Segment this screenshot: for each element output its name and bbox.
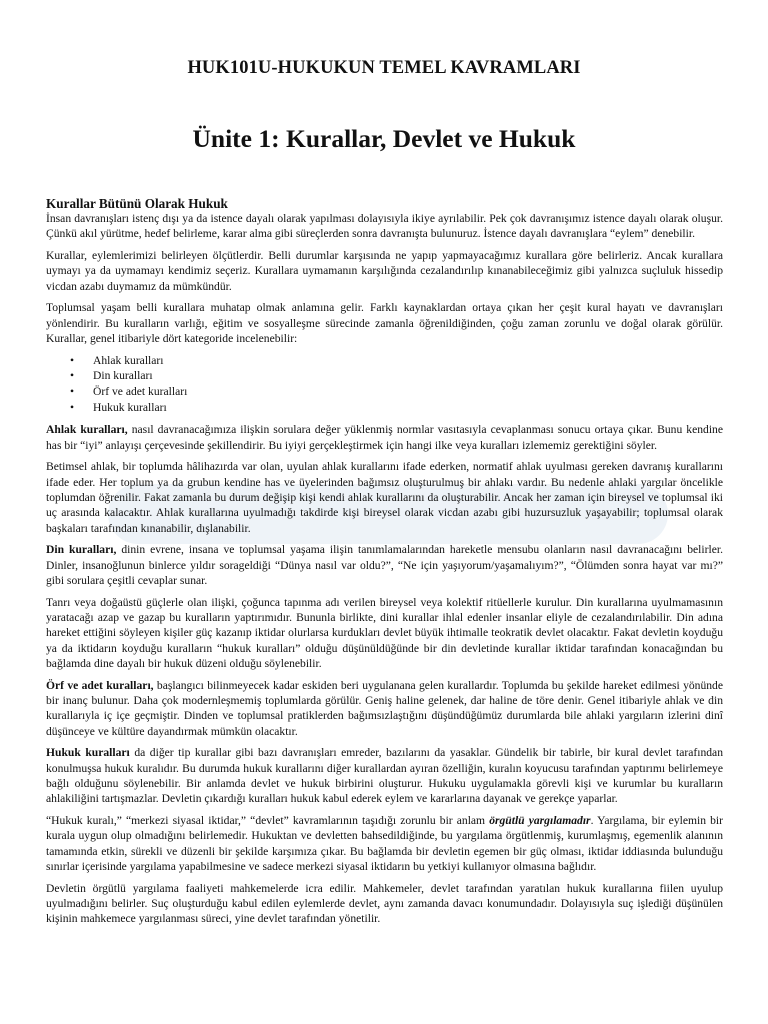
term-hukuk: Hukuk kuralları xyxy=(46,746,130,760)
section-heading: Kurallar Bütünü Olarak Hukuk xyxy=(46,196,228,211)
list-item xyxy=(46,400,723,416)
term-orf: Örf ve adet kuralları, xyxy=(46,678,154,692)
list-item xyxy=(46,368,723,384)
bullet-icon: • xyxy=(70,353,75,367)
list-item xyxy=(46,353,723,369)
term-orgutlu-yargilama: örgütlü yargılamadır xyxy=(489,814,591,828)
paragraph-ahlak: Ahlak kuralları, nasıl davranacağımıza ilişkin sorulara değer yüklenmiş normlar vasıtasıyla cevaplanması sonucu ortaya çıkar. Bunu kendine has bir “iyi” anlayışı çerçevesinde şekillendirir. Bu iyiyi gerçekleştirmek için hangi ilke veya kuralları izlememiz gerektiğini söyler. xyxy=(46,423,723,452)
paragraph-kurallar: Kurallar, eylemlerimizi belirleyen ölçütlerdir. Belli durumlar karşısında ne yapıp yapmayacağımız kurallara göre belirleriz. Ancak kurallara uymayı ya da uymamayı kendimiz seçeriz. Kurallara uymamanın karşılığında cezalandırılıp kınanabileceğimiz gibi yalnızca suçluluk hissedip vicdan azabı duymamız da mümkündür. xyxy=(46,249,723,293)
bullet-icon: • xyxy=(70,385,75,399)
unit-title: Ünite 1: Kurallar, Devlet ve Hukuk xyxy=(192,124,576,153)
paragraph-hukuk: Hukuk kuralları da diğer tip kurallar gibi bazı davranışları emreder, bazılarını da yasaklar. Gündelik bir tabirle, bir kural devlet tarafından konulmuşsa hukuk kuralıdır. Bu durumda hukuk kurallarını diğer kurallardan ayıran özelliğin, kuralın koyucusu tarafından yaptırımı belirlemeye bağlı olduğunu söylenebilir. Bir anlamda devlet ve hukuk birbirini oluşturur. Hukuku uygulamakla görevli kişi ve kurumlar bu kuralların ahlakiliğini tartışmazlar. Devletin çıkardığı kuralları hukuk kabul ederek eylem ve kararlarına dayanak ve gerekçe yaparlar. xyxy=(46,746,724,806)
term-ahlak: Ahlak kuralları, xyxy=(46,423,128,437)
category-label: Din kuralları xyxy=(93,369,153,383)
paragraph-tanri: Tanrı veya doğaüstü güçlerle olan ilişki, çoğunca tapınma adı verilen bireysel veya kolektif ritüellerle kurulur. Din kurallarına uyulmamasının yaratacağı azap ve gazap bu kuralların yaptırımıdır. Bununla birlikte, dini kurallar ihlal edenler insanlar eliyle de cezalandırılabilir. Din adına hareket ettiğini söyleyen kişiler güç kazanıp iktidar olurlarsa kurdukları devlet büyük ihtimalle teokratik devlet olacaktır. Fakat devletin koyduğu ya da iktidarın koyduğu kuralların “hukuk kuralları” olduğu düşünüldüğünde bir din devletinde kurallar iktidar tarafından konacağından bu bağlamda dine dayalı bir hukuk düzeni olduğu söylenebilir. xyxy=(46,595,723,670)
category-label: Örf ve adet kuralları xyxy=(93,385,188,399)
paragraph-din: Din kuralları, dinin evrene, insana ve toplumsal yaşama ilişin tanımlamalarından hareketle mensubu olanların nasıl davranacağını belirler. Dinler, insanoğlunun binlerce yıldır sorageldiği “Dünya nasıl var oldu?”, “Ne için yaşıyorum/yaşamalıyım?”, “Ölümden sonra hayat var mı?” gibi sorulara çeşitli cevaplar sunar. xyxy=(46,543,723,587)
category-label: Ahlak kuralları xyxy=(93,353,164,367)
paragraph-betimsel-ahlak: Betimsel ahlak, bir toplumda hâlihazırda var olan, uyulan ahlak kurallarını ifade ederken, normatif ahlak uyulması gereken davranış kurallarını ifade eder. Her toplum ya da grubun kendine has ve üyelerinden bağımsız oluşturulmuş bir ahlakı vardır. Bu nedenle ahlaki yargılar öncelikle toplumdan öğrenilir. Fakat zamanla bu durum değişip kişi kendi ahlak kurallarını da oluşturabilir. Ancak her zaman için bireysel ve toplumsal iki uç arasında kalacaktır. Ahlak kurallarına uyulmadığı takdirde kişi bireysel olarak vicdan azabı gibi huzursuzluk yaşayabilir; toplumsal olarak başkaları tarafından kınanabilir, dışlanabilir. xyxy=(46,460,723,535)
paragraph-mahkemeler: Devletin örgütlü yargılama faaliyeti mahkemelerde icra edilir. Mahkemeler, devlet tarafından yaratılan hukuk kurallarına fiilen uyulup uyulmadığını belirler. Suç oluşturduğu kabul edilen eylemlerde devlet, aynı zamanda davacı konumundadır. Dolayısıyla suç işlediği düşünülen kişinin mahkemece yargılanması süreci, yine devlet tarafından yönetilir. xyxy=(46,881,723,926)
category-label: Hukuk kuralları xyxy=(93,400,167,414)
paragraph-toplumsal: Toplumsal yaşam belli kurallara muhatap olmak anlamına gelir. Farklı kaynaklardan ortaya çıkan her çeşit kural hayatı ve davranışları yönlendirir. Bu kuralların varlığı, eğitim ve sosyalleşme sürecinde zamanla öğrenildiğinden, çoğu zaman zorunlu ve doğal olarak görülür. Kurallar, genel itibariyle dört kategoride incelenebilir: xyxy=(46,301,723,346)
paragraph-orf: Örf ve adet kuralları, başlangıcı bilinmeyecek kadar eskiden beri uygulanana gelen kurallardır. Toplumda bu şekilde hareket edilmesi yönünde bir inanç bulunur. Daha çok modernleşmemiş toplumlarda görülür. Geniş haline gelenek, dar haline de töre denir. Genel itibariyle ahlak ve din kurallarıyla iç içe geçmiştir. Dinden ve toplumsal pratiklerden bağımsızlaştığını düşündüğümüz durumlarda bile ahlaki yargıların izlerini dinî düşünceye ve kültüre dayandırmak mümkün olacaktır. xyxy=(46,678,723,738)
term-din: Din kuralları, xyxy=(46,543,117,557)
category-list xyxy=(46,353,723,415)
paragraph-yargilama: “Hukuk kuralı,” “merkezi siyasal iktidar,” “devlet” kavramlarının taşıdığı zorunlu bir anlam örgütlü yargılamadır. Yargılama, bir eylemin bir kurala uygun olup olmadığını belirlemedir. Hukuktan ve devletten bahsedildiğinde, bu yargılama örgütlenmiş, kurumlaşmış, egemenlik alanının tamamında etkin, sürekli ve düzenli bir şekilde karşımıza çıkar. Bu bağlamda bir devletin egemen bir güç olması, iktidar iddiasında bulunduğu sınırlar içerisinde yargılama yapabilmesine ve sadece merkezi siyasal iktidarın bu yetkiyi kullanıyor olmasına bağlıdır. xyxy=(46,814,724,873)
course-title: HUK101U-HUKUKUN TEMEL KAVRAMLARI xyxy=(187,58,581,78)
bullet-icon: • xyxy=(70,400,75,414)
document-body xyxy=(46,196,723,933)
paragraph-eylem: İnsan davranışları istenç dışı ya da istence dayalı olarak yapılması dolayısıyla ikiye ayrılabilir. Pek çok davranışımız istence dayalı olarak oluşur. Çünkü akıl yürütme, hedef belirleme, karar alma gibi süreçlerden sonra davranışta bulunuruz. İstence dayalı davranışlara “eylem” denebilir. xyxy=(46,212,723,241)
list-item xyxy=(46,384,723,400)
bullet-icon: • xyxy=(70,369,75,383)
